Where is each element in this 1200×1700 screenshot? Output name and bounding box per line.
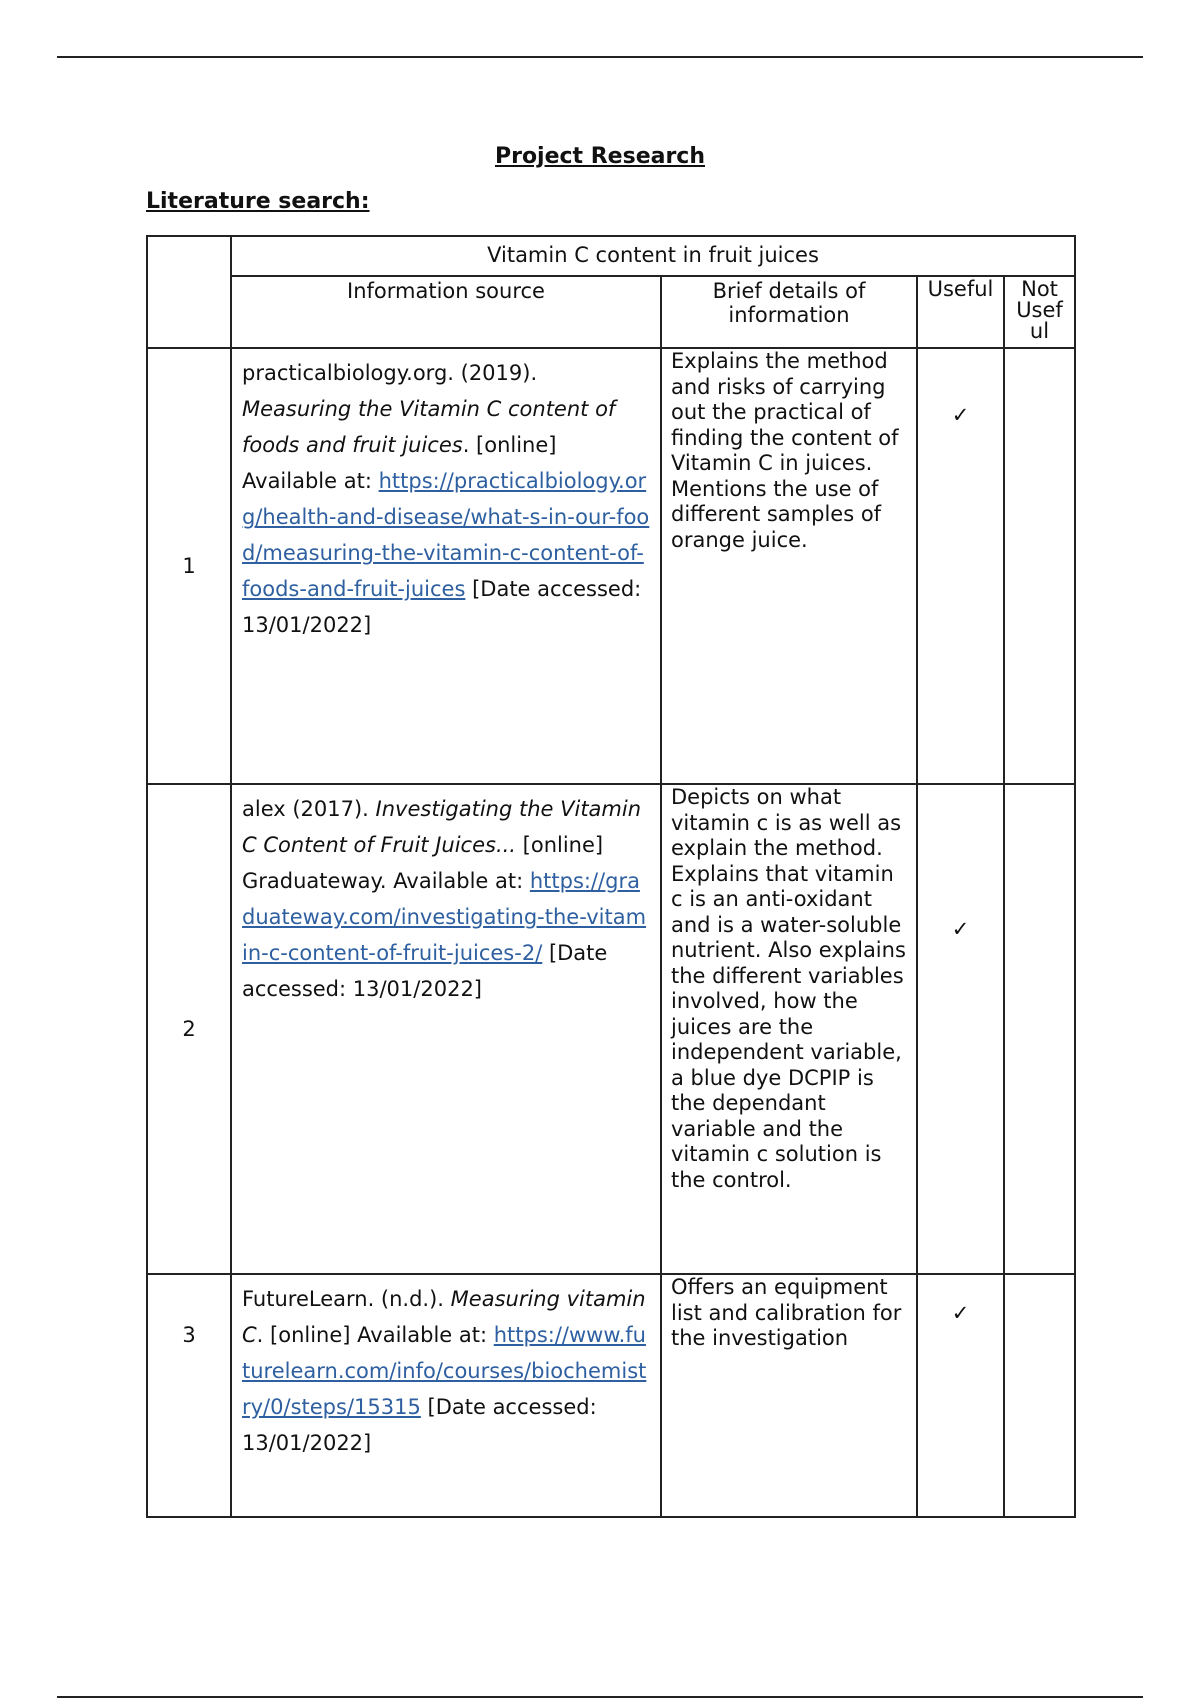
header-not-useful: Not Usef ul: [1004, 276, 1075, 348]
header-details: Brief details of information: [661, 276, 917, 348]
source-link[interactable]: https://www.futurelearn.com/info/courses/biochemistry/0/steps/15315: [242, 1323, 647, 1419]
row-number: 1: [147, 348, 231, 784]
useful-cell: [917, 784, 1004, 1274]
page-title: Project Research: [494, 144, 706, 169]
useful-cell: [917, 1274, 1004, 1517]
source-citation: [231, 784, 661, 1274]
table-column-headers: [147, 276, 1075, 348]
table-row: [147, 348, 1075, 784]
citation-author: alex (2017).: [242, 797, 376, 821]
table-row: [147, 1274, 1075, 1517]
row-number: 3: [147, 1274, 231, 1517]
checkmark-icon: ✓: [951, 403, 970, 427]
citation-author: practicalbiology.org. (2019).: [242, 361, 538, 385]
checkmark-icon: ✓: [951, 1301, 970, 1325]
not-useful-cell: [1004, 1274, 1075, 1517]
citation-mid: [online] Graduateway. Available at:: [242, 833, 604, 893]
useful-cell: [917, 348, 1004, 784]
footer-rule: [57, 1696, 1143, 1698]
header-source: Information source: [231, 276, 661, 348]
details-text: Depicts on what vitamin c is as well as explain the method. Explains that vitamin c is an anti-oxidant and is a water-soluble nutrient. Also explains the different variables involved, how the juices are the independent variable, a blue dye DCPIP is the dependant variable and the vitamin c solution is the control.: [661, 784, 917, 1274]
citation-author: FutureLearn. (n.d.).: [242, 1287, 451, 1311]
details-text: Explains the method and risks of carrying out the practical of finding the content of Vitamin C in juices. Mentions the use of different samples of orange juice.: [661, 348, 917, 784]
header-number-cell: [147, 236, 231, 348]
source-citation: [231, 348, 661, 784]
source-link[interactable]: https://practicalbiology.org/health-and-disease/what-s-in-our-food/measuring-the-vitamin-c-content-of-foods-and-fruit-juices: [242, 469, 650, 601]
header-rule: [57, 56, 1143, 58]
source-citation: [231, 1274, 661, 1517]
not-useful-cell: [1004, 348, 1075, 784]
source-link[interactable]: https://graduateway.com/investigating-the-vitamin-c-content-of-fruit-juices-2/: [242, 869, 647, 965]
row-number: 2: [147, 784, 231, 1274]
citation-mid: . [online] Available at:: [256, 1323, 494, 1347]
checkmark-icon: ✓: [951, 917, 970, 941]
citation-accessed: [Date accessed: 13/01/2022]: [242, 577, 642, 637]
citation-accessed: [Date accessed: 13/01/2022]: [242, 1395, 597, 1455]
citation-title: Measuring the Vitamin C content of foods and fruit juices: [242, 397, 616, 457]
table-header-row: [147, 236, 1075, 276]
topic-header: Vitamin C content in fruit juices: [231, 236, 1075, 276]
citation-title: Measuring vitamin C: [242, 1287, 646, 1347]
table-row: [147, 784, 1075, 1274]
section-heading: Literature search:: [146, 189, 370, 214]
citation-mid: . [online] Available at:: [242, 433, 557, 493]
not-useful-cell: [1004, 784, 1075, 1274]
literature-table: [146, 235, 1076, 1518]
citation-title: Investigating the Vitamin C Content of Fruit Juices...: [242, 797, 642, 857]
citation-accessed: [Date accessed: 13/01/2022]: [242, 941, 608, 1001]
details-text: Offers an equipment list and calibration for the investigation: [661, 1274, 917, 1517]
header-useful: Useful: [917, 276, 1004, 348]
